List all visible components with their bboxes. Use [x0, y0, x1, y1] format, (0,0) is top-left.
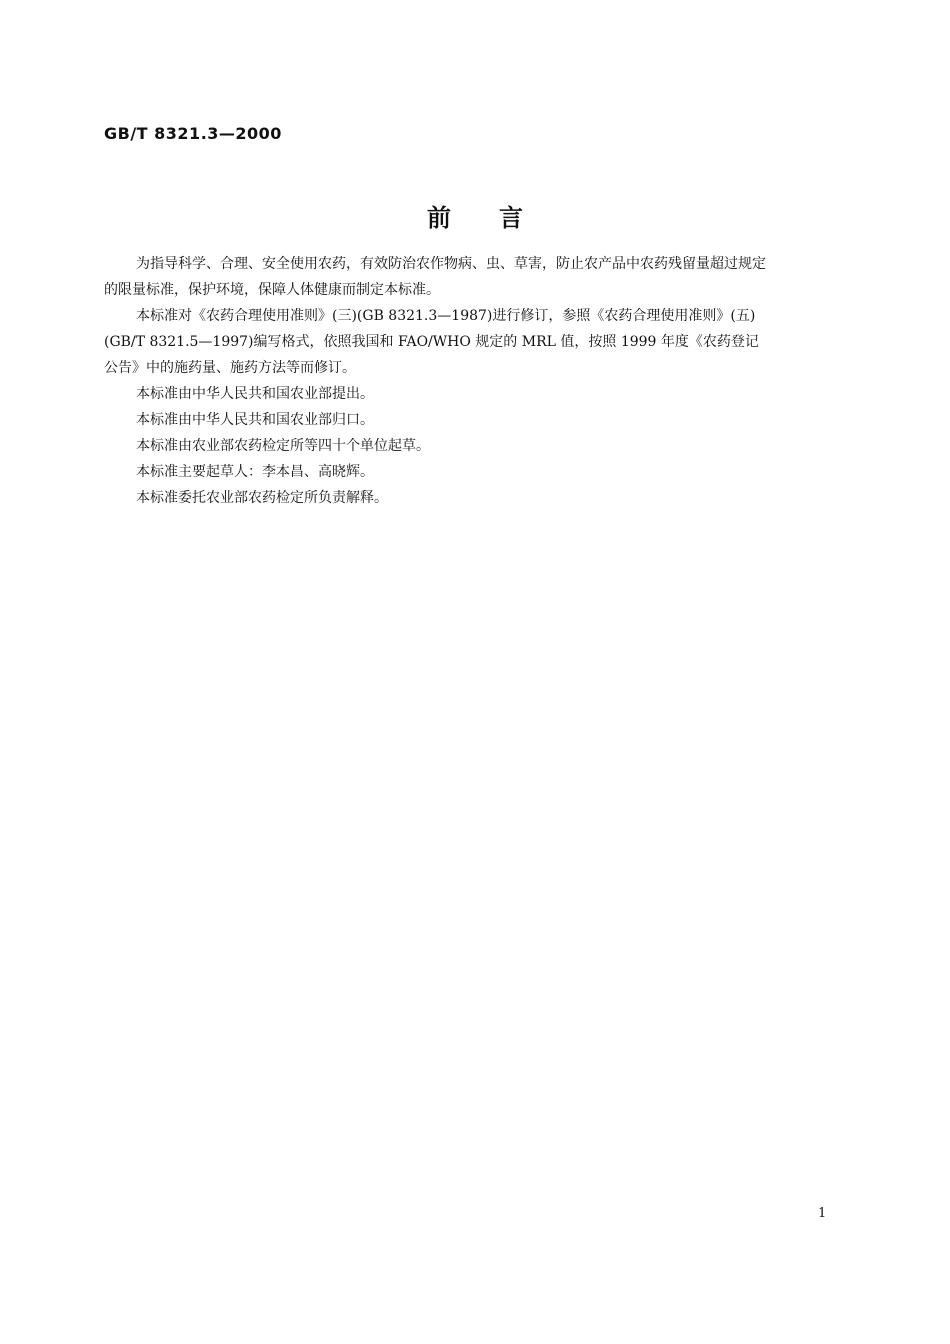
paragraph-7: 本标准委托农业部农药检定所负责解释。: [136, 490, 388, 506]
paragraph-6: 本标准主要起草人：李本昌、高晓辉。: [136, 464, 374, 480]
paragraph-3: 本标准由中华人民共和国农业部提出。: [136, 386, 374, 402]
page-title: 前言: [427, 204, 571, 232]
paragraph-1-line-2: 的限量标准，保护环境，保障人体健康而制定本标准。: [104, 282, 440, 298]
paragraph-1-line-1: 为指导科学、合理、安全使用农药，有效防治农作物病、虫、草害，防止农产品中农药残留量超过规定: [136, 256, 766, 272]
standard-code: GB/T 8321.3—2000: [104, 124, 282, 143]
page-number: 1: [818, 1206, 827, 1221]
paragraph-2-line-2: (GB/T 8321.5—1997)编写格式，依照我国和 FAO/WHO 规定的 MRL 值，按照 1999 年度《农药登记: [104, 334, 759, 350]
paragraph-2-line-1: 本标准对《农药合理使用准则》(三)(GB 8321.3—1987)进行修订，参照《农药合理使用准则》(五): [136, 308, 756, 324]
paragraph-5: 本标准由农业部农药检定所等四十个单位起草。: [136, 438, 430, 454]
paragraph-4: 本标准由中华人民共和国农业部归口。: [136, 412, 374, 428]
paragraph-2-line-3: 公告》中的施药量、施药方法等而修订。: [104, 360, 356, 376]
